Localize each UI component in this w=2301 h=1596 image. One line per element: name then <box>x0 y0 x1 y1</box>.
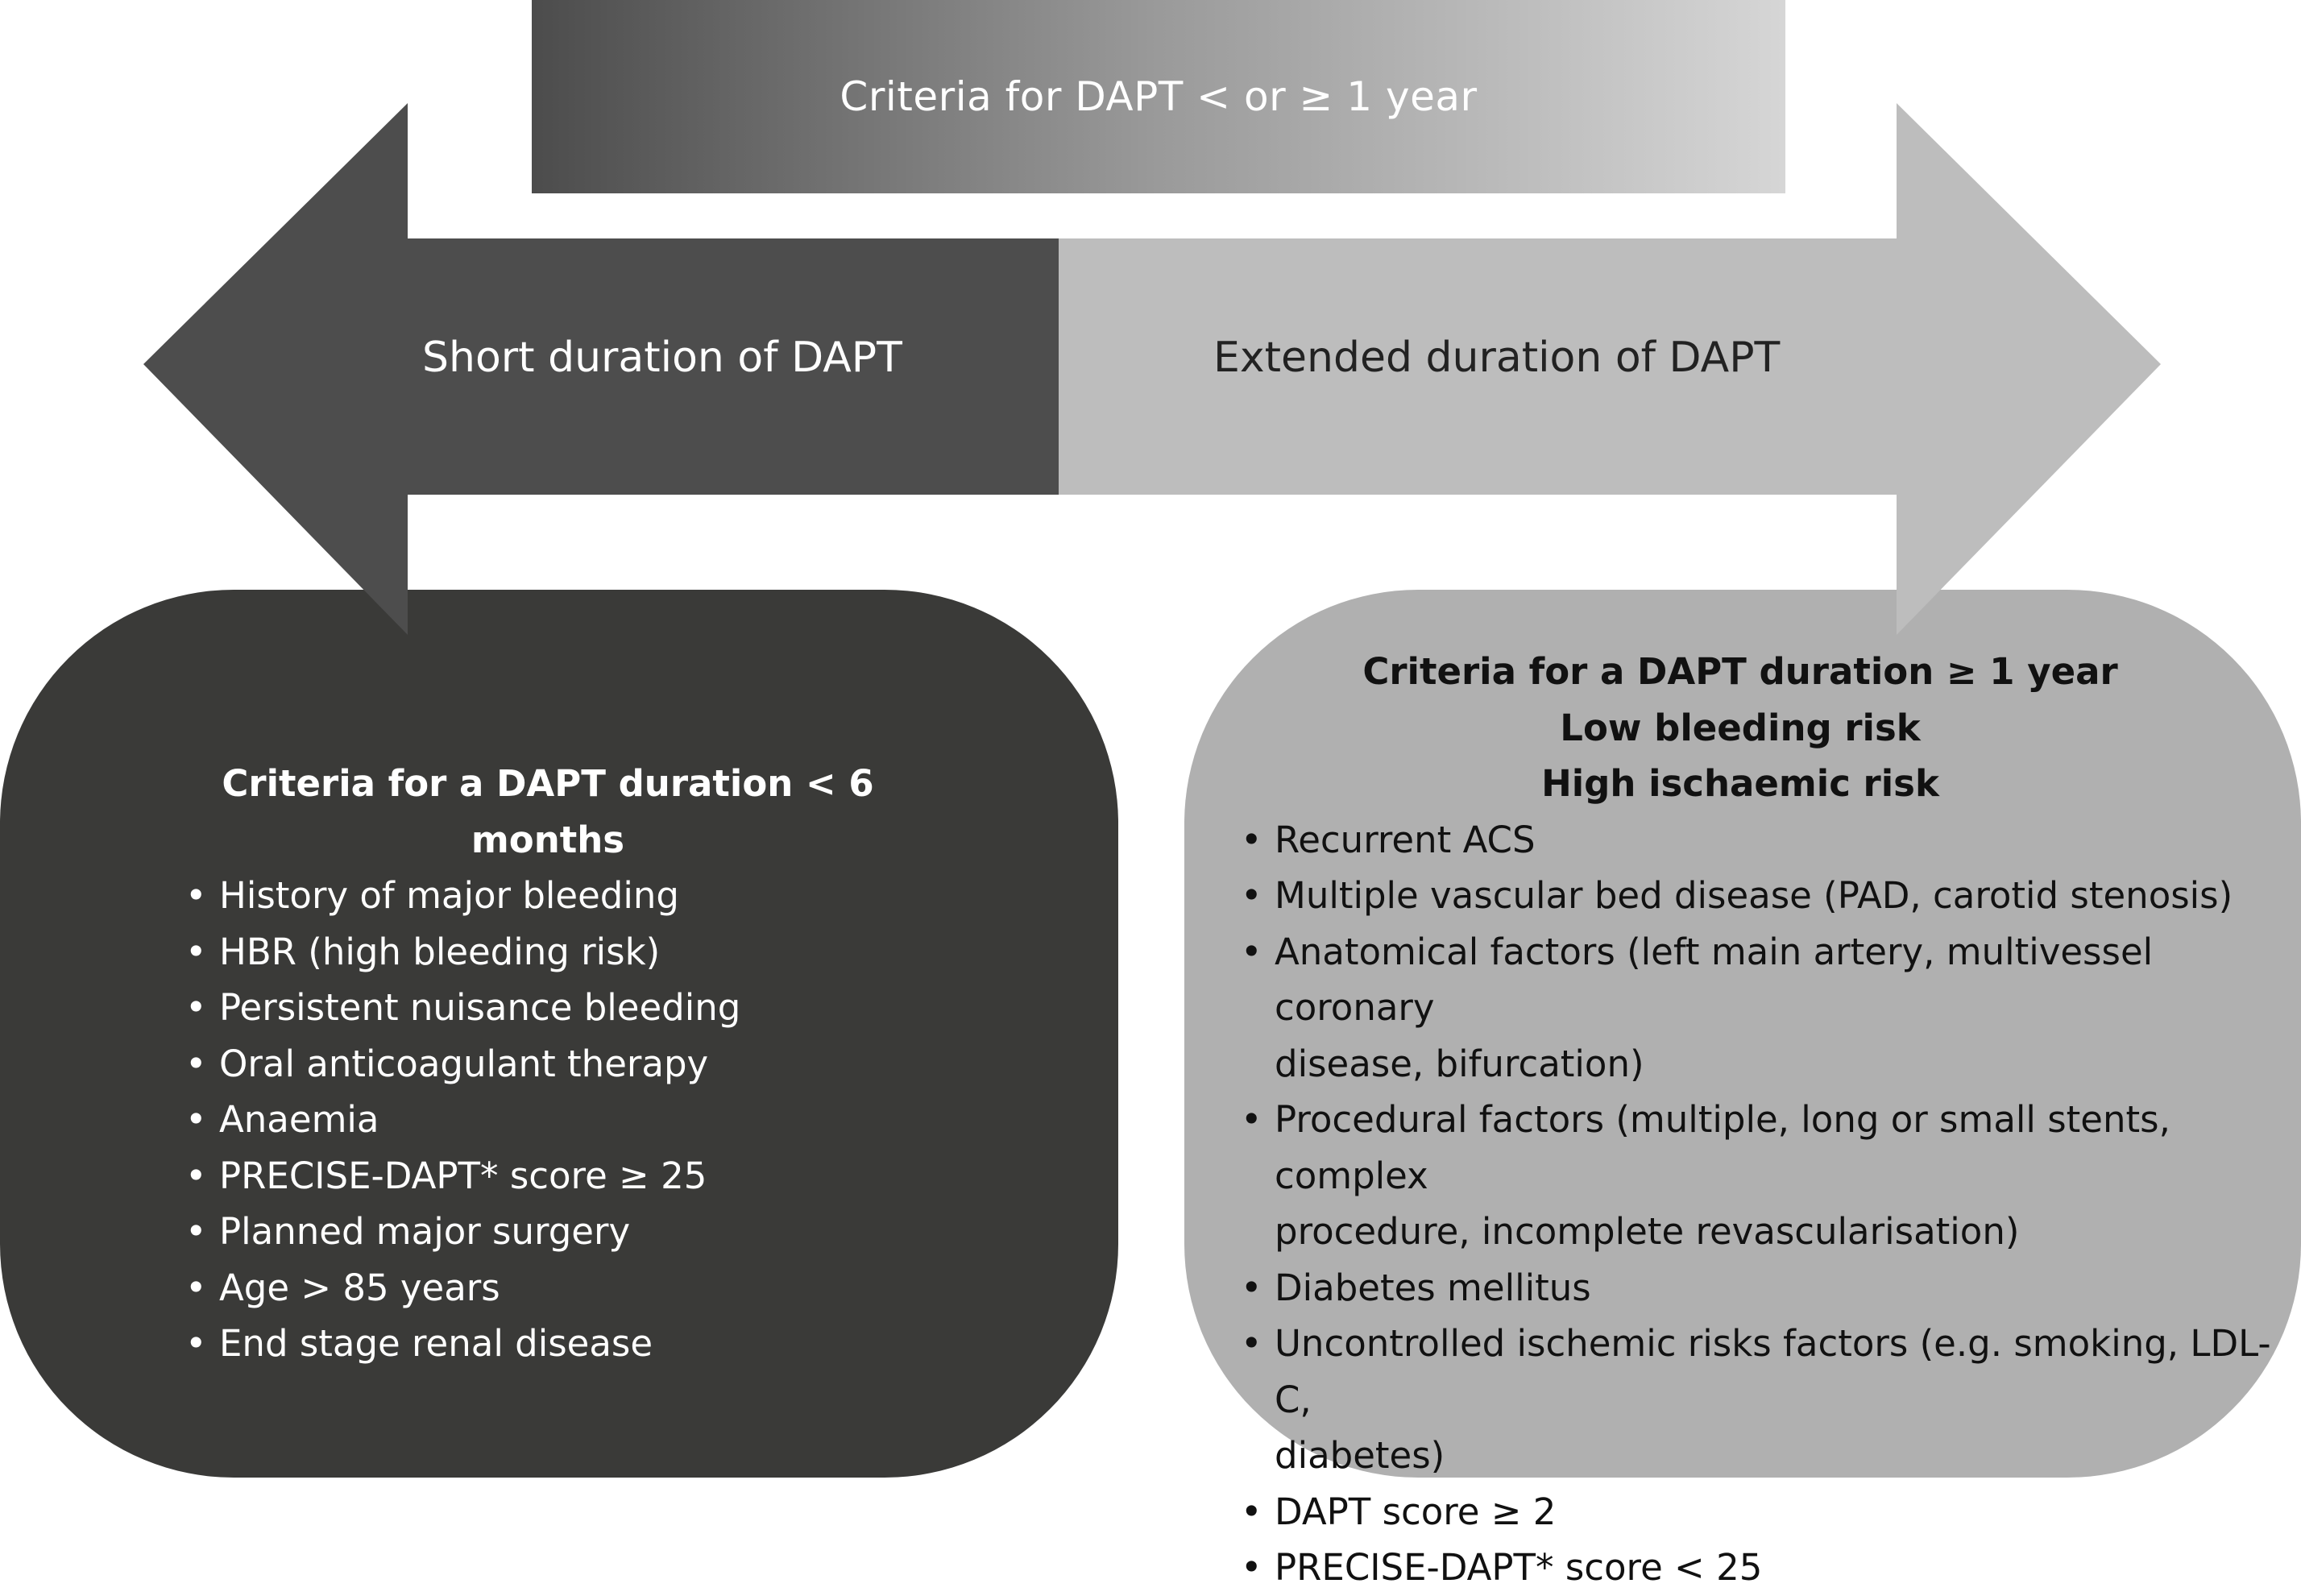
extended-criteria-heading: Criteria for a DAPT duration ≥ 1 year <box>1362 650 2118 693</box>
extended-duration-label: Extended duration of DAPT <box>1213 334 1781 382</box>
list-item <box>185 1204 1088 1260</box>
list-item <box>1241 1092 2288 1260</box>
criterion-text-continued: disease, bifurcation) <box>1275 1042 1644 1085</box>
list-item <box>1241 1540 2288 1596</box>
bullet-icon: • <box>1241 1098 1262 1141</box>
bullet-icon: • <box>1241 874 1262 917</box>
list-item <box>185 868 1088 924</box>
list-item <box>185 924 1088 980</box>
list-item <box>185 1148 1088 1204</box>
bullet-icon: • <box>185 930 207 973</box>
criterion-text: Age > 85 years <box>219 1266 500 1309</box>
bullet-icon: • <box>1241 1490 1262 1533</box>
bullet-icon: • <box>185 1042 207 1085</box>
list-item <box>185 1316 1088 1372</box>
criterion-text-continued: procedure, incomplete revascularisation) <box>1275 1210 2020 1253</box>
bullet-icon: • <box>185 1098 207 1141</box>
bullet-icon: • <box>1241 930 1262 973</box>
criterion-text: Uncontrolled ischemic risks factors (e.g. smoking, LDL-C, <box>1275 1322 2271 1421</box>
list-item <box>185 1036 1088 1092</box>
criterion-text: Procedural factors (multiple, long or small stents, complex <box>1275 1098 2170 1197</box>
bullet-icon: • <box>185 1322 207 1365</box>
short-duration-label: Short duration of DAPT <box>422 334 902 382</box>
bullet-icon: • <box>1241 818 1262 861</box>
criterion-text: PRECISE-DAPT* score < 25 <box>1275 1546 1763 1589</box>
list-item <box>1241 1260 2288 1316</box>
bullet-icon: • <box>185 1266 207 1309</box>
high-ischaemic-risk-heading: High ischaemic risk <box>1541 762 1939 805</box>
short-criteria-heading: Criteria for a DAPT duration < 6 months <box>222 762 874 861</box>
list-item <box>1241 1316 2288 1484</box>
criterion-text: Planned major surgery <box>219 1210 631 1253</box>
criterion-text-continued: diabetes) <box>1275 1434 1445 1477</box>
bullet-icon: • <box>185 1154 207 1197</box>
criterion-text: HBR (high bleeding risk) <box>219 930 661 973</box>
criterion-text: Multiple vascular bed disease (PAD, carotid stenosis) <box>1275 874 2233 917</box>
list-item <box>185 980 1088 1036</box>
bullet-icon: • <box>1241 1546 1262 1589</box>
bullet-icon: • <box>1241 1266 1262 1309</box>
criterion-text: PRECISE-DAPT* score ≥ 25 <box>219 1154 707 1197</box>
bullet-icon: • <box>185 986 207 1029</box>
bullet-icon: • <box>1241 1322 1262 1365</box>
header-banner <box>532 0 1785 193</box>
extended-duration-criteria <box>1241 644 2288 1596</box>
header-title: Criteria for DAPT < or ≥ 1 year <box>840 73 1478 120</box>
list-item <box>1241 1484 2288 1540</box>
list-item <box>185 1092 1088 1148</box>
criterion-text: Anatomical factors (left main artery, multivessel coronary <box>1275 930 2154 1029</box>
criterion-text: History of major bleeding <box>219 874 679 917</box>
list-item <box>1241 812 2288 868</box>
list-item <box>1241 924 2288 1092</box>
low-bleeding-risk-heading: Low bleeding risk <box>1560 706 1921 749</box>
criterion-text: DAPT score ≥ 2 <box>1275 1490 1557 1533</box>
list-item <box>185 1260 1088 1316</box>
short-duration-criteria <box>185 756 1088 1372</box>
bullet-icon: • <box>185 1210 207 1253</box>
bullet-icon: • <box>185 874 207 917</box>
short-criteria-list <box>185 868 1088 1372</box>
list-item <box>1241 868 2288 924</box>
extended-criteria-list <box>1241 812 2288 1596</box>
criterion-text: Oral anticoagulant therapy <box>219 1042 709 1085</box>
criterion-text: Persistent nuisance bleeding <box>219 986 741 1029</box>
criterion-text: Recurrent ACS <box>1275 818 1536 861</box>
criterion-text: Anaemia <box>219 1098 379 1141</box>
criterion-text: End stage renal disease <box>219 1322 653 1365</box>
criterion-text: Diabetes mellitus <box>1275 1266 1591 1309</box>
